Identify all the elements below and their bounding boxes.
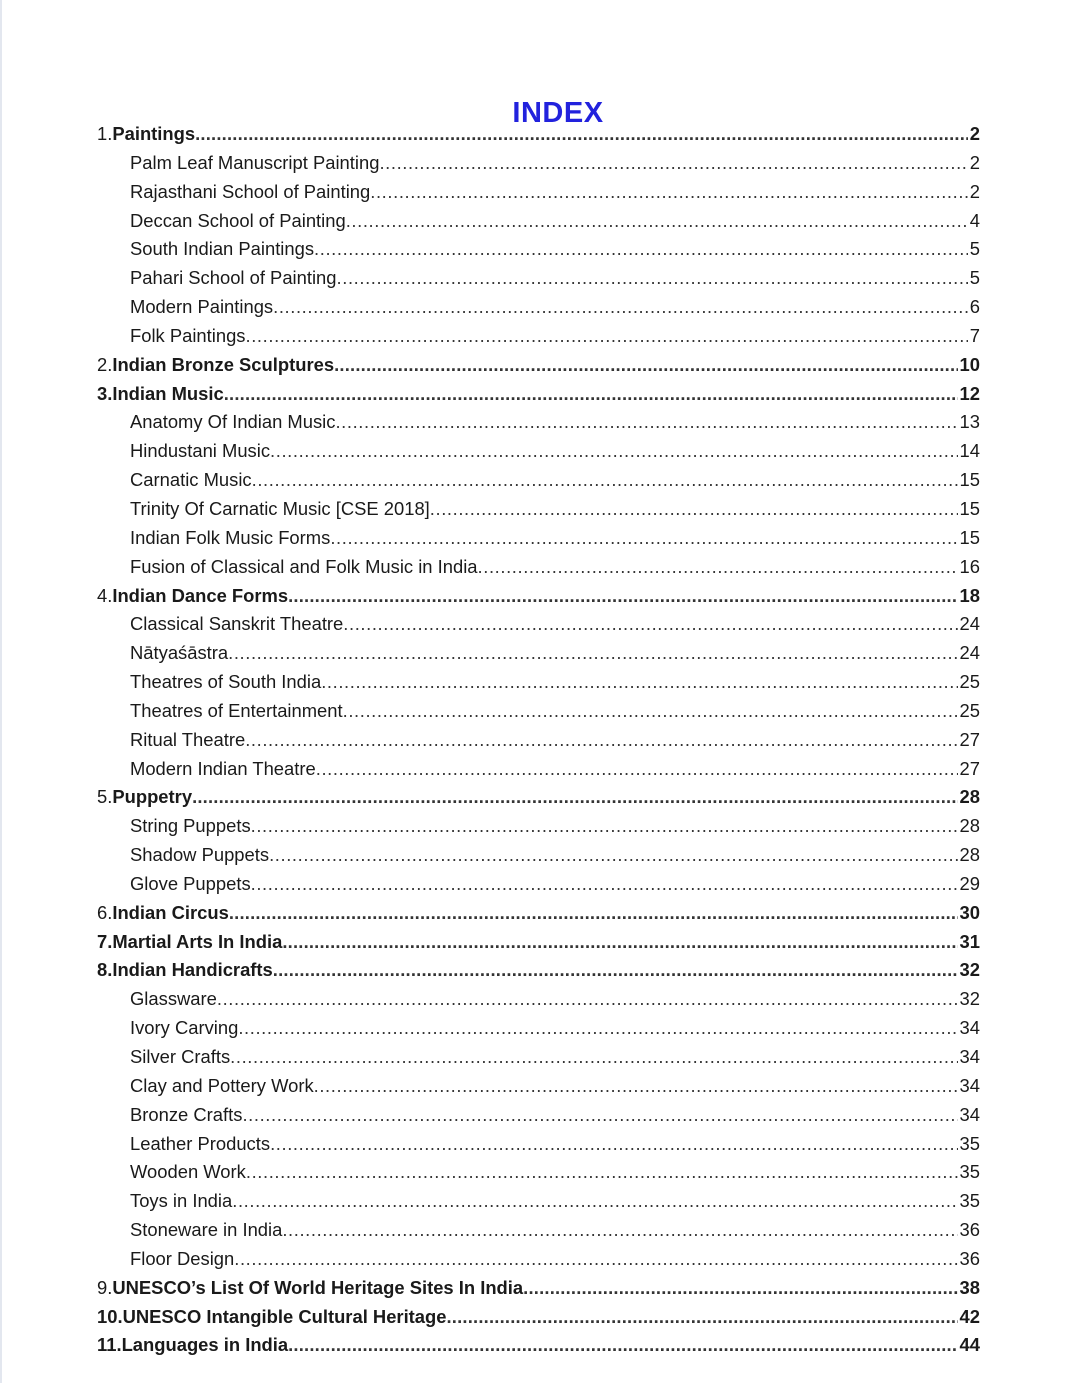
toc-entry-label: Ritual Theatre [130, 728, 246, 750]
toc-section-entry[interactable] [97, 1245, 980, 1274]
toc-dot-leader [334, 351, 957, 380]
toc-section-entry[interactable] [97, 553, 980, 582]
toc-page-number: 27 [959, 728, 980, 750]
toc-section-entry[interactable] [97, 668, 980, 697]
toc-section-entry[interactable] [97, 841, 980, 870]
toc-entry-label: Indian Music [112, 382, 224, 404]
toc-entry-label: Stoneware in India [130, 1219, 283, 1241]
toc-dot-leader [314, 235, 968, 264]
toc-page-number: 34 [959, 1017, 980, 1039]
toc-section-entry[interactable] [97, 437, 980, 466]
toc-entry-title [97, 351, 334, 380]
toc-section-entry[interactable] [97, 524, 980, 553]
toc-section-entry[interactable] [97, 264, 980, 293]
toc-entry-title [130, 1187, 232, 1216]
toc-entry-title [97, 582, 288, 611]
toc-dot-leader [273, 956, 958, 985]
toc-section-entry[interactable] [97, 235, 980, 264]
toc-entry-title [130, 726, 245, 755]
toc-entry-title [97, 120, 195, 149]
toc-chapter-entry[interactable] [97, 956, 980, 985]
toc-page-number: 13 [959, 411, 980, 433]
toc-page-number: 2 [969, 123, 980, 144]
toc-section-entry[interactable] [97, 755, 980, 784]
toc-section-entry[interactable] [97, 610, 980, 639]
toc-chapter-number: 1. [97, 123, 113, 144]
toc-page-number: 15 [959, 469, 980, 491]
toc-page-number: 28 [959, 844, 980, 866]
toc-section-entry[interactable] [97, 207, 980, 236]
toc-dot-leader [273, 293, 968, 322]
toc-dot-leader [242, 1101, 957, 1130]
toc-entry-label: Bronze Crafts [130, 1103, 243, 1125]
toc-entry-label: Glassware [130, 988, 217, 1010]
toc-entry-title [130, 697, 343, 726]
toc-dot-leader [330, 524, 957, 553]
toc-entry-label: Puppetry [112, 786, 193, 808]
toc-page-number: 27 [959, 757, 980, 779]
toc-dot-leader [246, 1158, 958, 1187]
toc-page-number: 31 [959, 930, 980, 952]
toc-chapter-entry[interactable] [97, 899, 980, 928]
toc-entry-label: String Puppets [130, 815, 251, 837]
toc-entry-title [130, 1043, 230, 1072]
toc-entry-title [97, 928, 282, 957]
toc-section-entry[interactable] [97, 985, 980, 1014]
toc-page-number: 12 [959, 382, 980, 404]
toc-entry-label: Indian Handicrafts [112, 959, 273, 981]
toc-entry-label: UNESCO Intangible Cultural Heritage [122, 1305, 447, 1327]
toc-page-number: 35 [959, 1190, 980, 1212]
toc-section-entry[interactable] [97, 726, 980, 755]
toc-page-number: 28 [959, 786, 980, 808]
toc-entry-label: Hindustani Music [130, 440, 271, 462]
toc-entry-label: Deccan School of Painting [130, 209, 346, 231]
toc-dot-leader [379, 149, 967, 178]
toc-entry-title [130, 437, 270, 466]
toc-dot-leader [245, 726, 957, 755]
toc-dot-leader [251, 812, 958, 841]
toc-section-entry[interactable] [97, 697, 980, 726]
toc-section-entry[interactable] [97, 1158, 980, 1187]
toc-dot-leader [232, 1187, 957, 1216]
toc-entry-label: Wooden Work [130, 1161, 246, 1183]
toc-chapter-number: 8. [97, 959, 113, 981]
toc-page-number: 25 [959, 671, 980, 693]
toc-dot-leader [195, 120, 968, 149]
toc-entry-label: Carnatic Music [130, 469, 252, 491]
toc-section-entry[interactable] [97, 639, 980, 668]
toc-chapter-number: 2. [97, 353, 113, 375]
toc-section-entry[interactable] [97, 408, 980, 437]
toc-page-number: 38 [959, 1276, 980, 1298]
toc-page-number: 34 [959, 1046, 980, 1067]
toc-chapter-number: 4. [97, 584, 113, 606]
toc-dot-leader [430, 495, 958, 524]
toc-entry-label: Theatres of Entertainment [130, 699, 343, 721]
toc-entry-label: Anatomy Of Indian Music [130, 411, 336, 433]
toc-entry-title [130, 466, 252, 495]
toc-page-number: 15 [959, 497, 980, 519]
toc-page-number: 6 [969, 296, 980, 318]
toc-page-number: 25 [959, 699, 980, 721]
toc-entry-title [130, 495, 430, 524]
toc-entry-label: Indian Folk Music Forms [130, 526, 331, 548]
toc-entry-title [130, 812, 251, 841]
toc-entry-label: UNESCO’s List Of World Heritage Sites In India [112, 1276, 524, 1298]
toc-entry-title [130, 408, 335, 437]
toc-entry-label: Theatres of South India [130, 671, 322, 693]
toc-entry-label: Indian Circus [112, 901, 229, 923]
toc-entry-title [130, 985, 217, 1014]
toc-chapter-number: 7. [97, 930, 113, 952]
toc-entry-title [97, 899, 229, 928]
toc-chapter-entry[interactable] [97, 783, 980, 812]
toc-section-entry[interactable] [97, 178, 980, 207]
toc-entry-title [130, 1130, 270, 1159]
toc-dot-leader [321, 668, 957, 697]
toc-section-entry[interactable] [97, 1130, 980, 1159]
toc-dot-leader [314, 1072, 958, 1101]
toc-entry-title [97, 783, 192, 812]
toc-entry-label: Glove Puppets [130, 872, 251, 894]
toc-dot-leader [288, 582, 957, 611]
toc-entry-label: Modern Indian Theatre [130, 757, 316, 779]
toc-entry-label: Fusion of Classical and Folk Music in India [130, 555, 478, 577]
toc-section-entry[interactable] [97, 1072, 980, 1101]
toc-page-number: 15 [959, 526, 980, 548]
toc-section-entry[interactable] [97, 812, 980, 841]
toc-page-number: 36 [959, 1247, 980, 1269]
toc-entry-title [130, 293, 273, 322]
toc-dot-leader [282, 928, 957, 957]
toc-chapter-number: 9. [97, 1276, 113, 1298]
toc-dot-leader [192, 783, 957, 812]
toc-entry-title [97, 956, 273, 985]
toc-dot-leader [288, 1331, 957, 1360]
toc-chapter-entry[interactable] [97, 120, 980, 149]
toc-entry-label: Languages in India [121, 1334, 289, 1356]
toc-page-number: 5 [969, 267, 980, 289]
toc-section-entry[interactable] [97, 1187, 980, 1216]
toc-entry-title [130, 1101, 242, 1130]
toc-entry-label: Folk Paintings [130, 324, 246, 346]
toc-entry-title [97, 380, 224, 409]
toc-section-entry[interactable] [97, 1101, 980, 1130]
toc-page-number: 34 [959, 1103, 980, 1125]
toc-dot-leader [346, 207, 968, 236]
toc-chapter-entry[interactable] [97, 1331, 980, 1360]
toc-page-number: 2 [969, 180, 980, 202]
toc-entry-title [130, 322, 246, 351]
toc-chapter-number: 3. [97, 382, 113, 404]
toc-dot-leader [282, 1216, 957, 1245]
toc-dot-leader [251, 870, 958, 899]
toc-entry-title [130, 870, 251, 899]
toc-entry-label: Clay and Pottery Work [130, 1074, 314, 1096]
toc-entry-title [130, 553, 478, 582]
toc-chapter-entry[interactable] [97, 380, 980, 409]
table-of-contents [97, 120, 980, 1360]
toc-entry-title [130, 1216, 282, 1245]
toc-entry-label: Floor Design [130, 1247, 235, 1269]
toc-chapter-entry[interactable] [97, 1303, 980, 1332]
toc-entry-title [130, 1245, 234, 1274]
toc-entry-label: Toys in India [130, 1190, 233, 1212]
toc-entry-title [130, 207, 346, 236]
toc-dot-leader [234, 1245, 957, 1274]
toc-section-entry[interactable] [97, 322, 980, 351]
toc-entry-title [97, 1331, 288, 1360]
toc-dot-leader [269, 841, 957, 870]
toc-chapter-number: 10. [97, 1305, 123, 1327]
toc-dot-leader [270, 437, 958, 466]
toc-page-number: 24 [959, 613, 980, 635]
toc-page-number: 4 [969, 209, 980, 231]
toc-chapter-number: 11. [97, 1334, 122, 1356]
toc-dot-leader [335, 408, 957, 437]
toc-page-number: 29 [959, 872, 980, 894]
toc-entry-title [130, 1072, 314, 1101]
toc-page-number: 28 [959, 815, 980, 837]
toc-dot-leader [246, 322, 968, 351]
toc-dot-leader [343, 610, 957, 639]
toc-section-entry[interactable] [97, 1216, 980, 1245]
toc-entry-title [130, 610, 343, 639]
toc-entry-label: Ivory Carving [130, 1017, 239, 1039]
toc-page-number: 10 [959, 353, 980, 375]
toc-dot-leader [523, 1274, 957, 1303]
toc-dot-leader [224, 380, 958, 409]
toc-section-entry[interactable] [97, 870, 980, 899]
toc-section-entry[interactable] [97, 466, 980, 495]
toc-section-entry[interactable] [97, 1014, 980, 1043]
toc-entry-label: Modern Paintings [130, 296, 274, 318]
toc-entry-title [130, 178, 370, 207]
toc-page-number: 16 [959, 555, 980, 577]
toc-page-number: 44 [959, 1334, 980, 1356]
toc-chapter-number: 5. [97, 786, 113, 808]
toc-entry-title [130, 1158, 246, 1187]
toc-dot-leader [316, 755, 958, 784]
toc-dot-leader [229, 899, 958, 928]
toc-page-number: 5 [969, 238, 980, 260]
toc-page-number: 36 [959, 1219, 980, 1241]
toc-chapter-number: 6. [97, 901, 113, 923]
toc-entry-label: Paintings [112, 123, 196, 144]
toc-entry-label: Indian Bronze Sculptures [112, 353, 335, 375]
toc-page-number: 35 [959, 1132, 980, 1154]
toc-page-number: 24 [959, 642, 980, 664]
toc-page-number: 30 [959, 901, 980, 923]
toc-entry-title [130, 149, 379, 178]
toc-entry-label: Shadow Puppets [130, 844, 270, 866]
toc-page-number: 14 [959, 440, 980, 462]
toc-entry-label: Trinity Of Carnatic Music [CSE 2018] [130, 497, 430, 519]
toc-section-entry[interactable] [97, 149, 980, 178]
toc-page-number: 34 [959, 1074, 980, 1096]
toc-dot-leader [230, 1043, 957, 1072]
toc-dot-leader [228, 639, 957, 668]
toc-section-entry[interactable] [97, 495, 980, 524]
toc-dot-leader [217, 985, 958, 1014]
toc-dot-leader [337, 264, 968, 293]
toc-entry-title [97, 1274, 523, 1303]
toc-dot-leader [252, 466, 958, 495]
toc-page-number: 42 [959, 1305, 980, 1327]
toc-section-entry[interactable] [97, 293, 980, 322]
toc-entry-title [130, 235, 314, 264]
toc-entry-title [130, 264, 337, 293]
toc-entry-title [130, 524, 330, 553]
toc-dot-leader [238, 1014, 957, 1043]
toc-page-number: 2 [969, 151, 980, 173]
toc-page-number: 32 [959, 959, 980, 981]
toc-entry-label: Classical Sanskrit Theatre [130, 613, 344, 635]
toc-entry-label: Martial Arts In India [112, 930, 283, 952]
toc-page-number: 35 [959, 1161, 980, 1183]
toc-chapter-entry[interactable] [97, 351, 980, 380]
toc-entry-label: Nātyaśāstra [130, 642, 229, 664]
toc-chapter-entry[interactable] [97, 1274, 980, 1303]
toc-entry-title [130, 841, 269, 870]
toc-dot-leader [270, 1130, 957, 1159]
toc-section-entry[interactable] [97, 1043, 980, 1072]
toc-entry-title [130, 755, 316, 784]
toc-dot-leader [370, 178, 968, 207]
toc-entry-title [97, 1303, 447, 1332]
toc-entry-label: Indian Dance Forms [112, 584, 289, 606]
toc-entry-title [130, 639, 228, 668]
toc-entry-label: Silver Crafts [130, 1046, 231, 1067]
toc-entry-title [130, 1014, 238, 1043]
toc-page-number: 18 [959, 584, 980, 606]
toc-page-number: 32 [959, 988, 980, 1010]
toc-entry-title [130, 668, 321, 697]
toc-entry-label: Rajasthani School of Painting [130, 180, 371, 202]
toc-page-number: 7 [969, 324, 980, 346]
toc-entry-label: Leather Products [130, 1132, 271, 1154]
page-left-edge [0, 0, 2, 1383]
toc-chapter-entry[interactable] [97, 928, 980, 957]
toc-entry-label: South Indian Paintings [130, 238, 315, 260]
toc-entry-label: Pahari School of Painting [130, 267, 337, 289]
page-title: INDEX [512, 97, 604, 130]
toc-entry-label: Palm Leaf Manuscript Painting [130, 151, 380, 173]
toc-dot-leader [447, 1303, 958, 1332]
toc-dot-leader [478, 553, 958, 582]
toc-chapter-entry[interactable] [97, 582, 980, 611]
toc-dot-leader [343, 697, 958, 726]
